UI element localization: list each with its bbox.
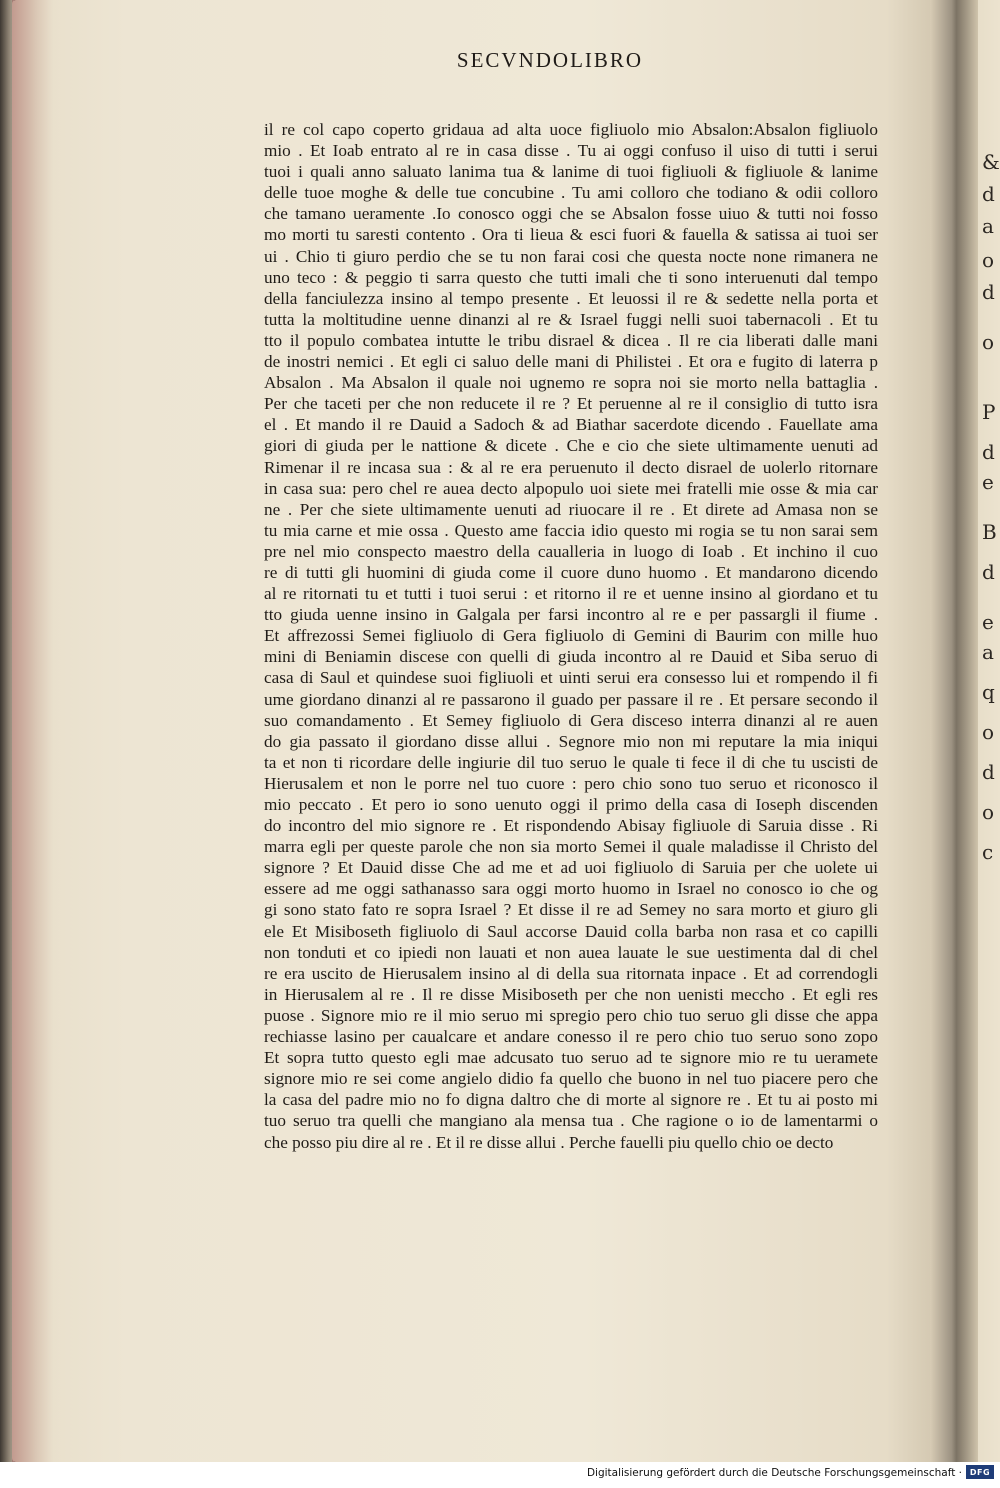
- facing-page-fragment: [978, 0, 1000, 1462]
- text-line: tuo seruo tra quelli che mangiano ala mensa tua . Che ragione o io de lamentarmi o: [264, 1111, 878, 1131]
- facing-page-glyph: c: [982, 840, 994, 864]
- facing-page-glyph: d: [982, 760, 995, 784]
- facing-page-glyph: e: [982, 470, 994, 494]
- text-line: che posso piu dire al re . Et il re disse allui . Perche fauelli piu quello chio oe decto: [264, 1132, 834, 1152]
- facing-page-glyph: o: [982, 720, 995, 744]
- text-line: tuoi i quali anno saluato lanima tua & lanime di tuoi figliuoli & figliuole & lanime: [264, 162, 878, 182]
- text-line: mini di Beniamin discese con quelli di giuda incontro al re Dauid et Siba seruo di: [264, 647, 878, 667]
- text-line: essere ad me oggi sathanasso sara oggi morto huomo in Israel no conosco io che og: [264, 879, 878, 899]
- text-line: tto giuda uenne insino in Galgala per farsi incontro al re e per passargli il fiume .: [264, 605, 878, 625]
- text-line: mio . Et Ioab entrato al re in casa disse . Tu ai oggi confuso il uiso di tutti i serui: [264, 141, 878, 161]
- red-edge-staining: [12, 0, 54, 1462]
- text-line: tto il populo combatea intutte le tribu disrael & dicea . Il re cia liberati dalle mani: [264, 330, 878, 350]
- facing-page-glyph: P: [982, 400, 996, 424]
- text-line: delle tuoe moghe & delle tue concubine . Tu ami colloro che todiano & odii colloro: [264, 183, 878, 203]
- text-line: non tonduti et co ipiedi non lauati et non auea lauate le sue uestimenta dal di chel: [264, 942, 878, 962]
- text-line: ui . Chio ti giuro perdio che se tu non farai cosi che questa nocte none rimanera ne: [264, 246, 878, 266]
- text-line: Et sopra tutto questo egli mae adcusato tuo seruo ad te signore mio re tu ueramete: [264, 1048, 878, 1068]
- facing-page-glyph: a: [982, 640, 994, 664]
- text-line: della fanciulezza insino al tempo presente . Et leuossi il re & sedette nella porta et: [264, 288, 878, 308]
- text-line: al re ritornati tu et tutti i tuoi serui : et ritorno il re et uenne insino al giordano et tu: [264, 584, 878, 604]
- book-gutter: [930, 0, 978, 1462]
- text-line: tu mia carne et mie ossa . Questo ame faccia idio questo mi rogia se tu non sarai sem: [264, 520, 878, 540]
- facing-page-glyph: a: [982, 214, 994, 238]
- text-line: rechiasse lasino per caualcare et andare conesso il re pero chio tuo seruo sono zopo: [264, 1027, 878, 1047]
- text-line: signore mio re sei come angielo didio fa quello che buono in nel tuo piacere pero che: [264, 1069, 878, 1089]
- text-line: de inostri nemici . Et egli ci saluo delle mani di Philistei . Et ora e fugito di laterra p: [264, 352, 878, 372]
- text-line: suo comandamento . Et Semey figliuolo di Gera disceso interra dinanzi al re auen: [264, 710, 878, 730]
- facing-page-glyph: &: [982, 150, 1000, 174]
- facing-page-glyph: d: [982, 440, 995, 464]
- text-line: Hierusalem et non le porre nel tuo cuore : pero chio sono tuo seruo et riconosco il: [264, 773, 878, 793]
- text-line: Et affrezossi Semei figliuolo di Gera figliuolo di Gemini di Baurim con mille huo: [264, 626, 878, 646]
- text-line: giori di giuda per le nattione & dicete . Che e cio che siete ultimamente uenuti ad: [264, 436, 878, 456]
- text-line: tutta la moltitudine uenne dinanzi al re & Israel fuggi nelli suoi tabernacoli . Et tu: [264, 309, 878, 329]
- facing-page-glyph: q: [982, 680, 995, 704]
- facing-page-glyph: o: [982, 330, 995, 354]
- text-line: ne . Per che siete ultimamente uenuti ad riuocare il re . Et direte ad Amasa non se: [264, 499, 878, 519]
- text-line: Absalon . Ma Absalon il quale noi ugnemo re sopra noi sie morto nella battaglia .: [264, 373, 878, 393]
- text-line: Per che taceti per che non reducete il re ? Et peruenne al re il consiglio di tutto isra: [264, 394, 878, 414]
- text-line: la casa del padre mio no fo digna daltro che di morte al signore re . Et tu ai posto mi: [264, 1090, 878, 1110]
- running-header: SECVNDOLIBRO: [456, 48, 644, 72]
- text-line: mio peccato . Et pero io sono uenuto oggi il primo della casa di Ioseph discenden: [264, 795, 878, 814]
- digitization-credit: Digitalisierung gefördert durch die Deutsche Forschungsgemeinschaft ·: [586, 1467, 962, 1479]
- text-line: mo morti tu saresti contento . Ora ti lieua & esci fuori & fauella & satissa ai tuoi ser: [264, 225, 878, 245]
- text-line: do incontro del mio signore re . Et rispondendo Abisay figliuole di Saruia disse . Ri: [264, 816, 878, 836]
- body-text: [264, 119, 878, 1153]
- text-line: marra egli per queste parole che non sia morto Semei il quale maladisse il Christo del: [264, 837, 878, 857]
- text-line: signore ? Et Dauid disse Che ad me et ad uoi figliuolo di Saruia per che uolete ui: [264, 858, 878, 878]
- text-line: pre nel mio conspecto maestro della caualleria in luogo di Ioab . Et inchino il cuo: [264, 541, 878, 561]
- facing-page-glyph: o: [982, 248, 995, 272]
- text-line: Rimenar il re incasa sua : & al re era peruenuto il decto disrael de uolerlo ritornare: [264, 457, 878, 477]
- dfg-logo: DFG: [966, 1465, 994, 1479]
- facing-page-glyph: e: [982, 610, 994, 634]
- facing-page-glyph: B: [982, 520, 997, 544]
- text-line: in Hierusalem al re . Il re disse Misiboseth per che non uenisti meccho . Et egli res: [264, 984, 878, 1004]
- facing-page-glyph: o: [982, 800, 995, 824]
- text-line: in casa sua: pero chel re auea decto alpopulo uoi siete mei fratelli mie osse & mia car: [264, 478, 878, 498]
- facing-page-glyph: d: [982, 280, 995, 304]
- text-line: el . Et mando il re Dauid a Sadoch & ad Biathar sacerdote dicendo . Fauellate ama: [264, 415, 878, 435]
- text-line: re di tutti gli huomini di giuda come il cuore duno huomo . Et mandarono dicendo: [264, 562, 878, 582]
- text-line: gi sono stato fato re sopra Israel ? Et disse il re ad Semey no sara morto et giuro gli: [264, 900, 878, 920]
- text-line: uno teco : & peggio ti sarra questo che tutti imali che ti sono interuenuti dal tempo: [264, 267, 878, 287]
- text-line: puose . Signore mio re il mio seruo mi spregio pero chio tuo seruo gli disse che appa: [264, 1005, 878, 1025]
- text-line: casa di Saul et quindese suoi figliuoli et uinti serui era consesso lui et rompendo il fi: [264, 668, 878, 688]
- text-line: do gia passato il giordano disse allui . Segnore mio non mi reputare la mia iniqui: [264, 731, 878, 751]
- facing-page-glyph: d: [982, 182, 995, 206]
- text-line: re era uscito de Hierusalem insino al di della sua ritornata inpace . Et ad correndogli: [264, 963, 878, 983]
- text-line: che tamano ueramente .Io conosco oggi che se Absalon fosse uiuo & tutti noi fosso: [264, 204, 878, 224]
- text-line: ume giordano dinanzi al re passarono il guado per passare il re . Et persare secondo il: [264, 689, 878, 709]
- text-line: ele Et Misiboseth figliuolo di Saul accorse Dauid colla barba non rasa et co capilli: [264, 921, 878, 941]
- text-line: il re col capo coperto gridaua ad alta uoce figliuolo mio Absalon:Absalon figliuolo: [264, 120, 878, 139]
- facing-page-glyph: d: [982, 560, 995, 584]
- text-line: ta et non ti ricordare delle ingiurie dil tuo seruo le quale ti fece il di che tu uscisti de: [264, 752, 878, 772]
